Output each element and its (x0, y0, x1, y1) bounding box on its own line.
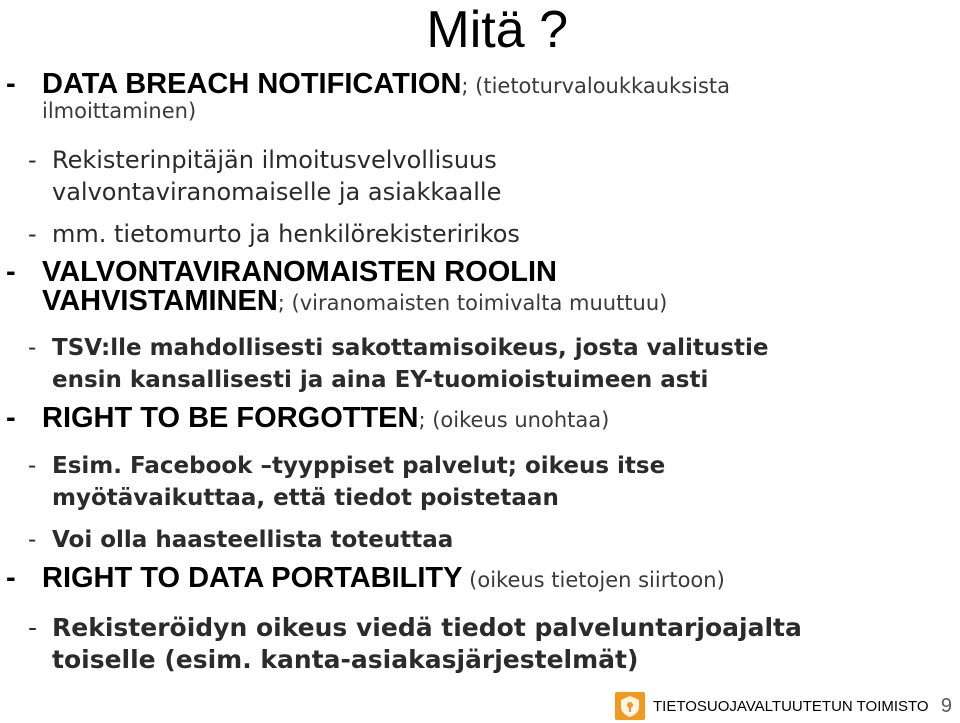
bullet-dash: - (6, 402, 16, 434)
page-number: 9 (940, 695, 952, 717)
bullet-dash: - (6, 68, 16, 100)
section-heading: VALVONTAVIRANOMAISTEN ROOLIN (42, 256, 558, 288)
section-heading: RIGHT TO BE FORGOTTEN (42, 402, 419, 434)
section-note-continued: ilmoittaminen) (42, 99, 197, 123)
organization-name: TIETOSUOJAVALTUUTETUN TOIMISTO (653, 698, 929, 715)
section-note: ; (tietoturvaloukkauksista (461, 74, 730, 98)
section-note: (oikeus tietojen siirtoon) (462, 568, 725, 592)
section-heading: RIGHT TO DATA PORTABILITY (42, 562, 463, 594)
section-note: ; (oikeus unohtaa) (418, 408, 610, 432)
slide-title: Mitä ? (426, 1, 568, 59)
section-heading: DATA BREACH NOTIFICATION (42, 68, 462, 100)
section-note: ; (viranomaisten toimivalta muuttuu) (277, 291, 668, 315)
list-item-continued: valvontaviranomaiselle ja asiakkaalle (52, 178, 502, 206)
list-item-continued: myötävaikuttaa, että tiedot poistetaan (52, 485, 559, 511)
bullet-dash: - (6, 562, 16, 594)
section-heading-continued: VAHVISTAMINEN; (viranomaisten toimivalta muuttuu) (42, 285, 668, 317)
list-item-continued: toiselle (esim. kanta-asiakasjärjestelmät) (52, 645, 639, 674)
list-item-continued: ensin kansallisesti ja aina EY-tuomioistuimeen asti (52, 367, 709, 393)
bullet-dash: - (6, 256, 16, 288)
slide: Mitä ? - DATA BREACH NOTIFICATION; (tietoturvaloukkauksista ilmoittaminen) - Rekisterinpitäjän ilmoitusvelvollisuus valvontaviranomaiselle ja asiakkaalle - mm. tietomurto ja henkilörekisteririkos - VALVONTAVIRANOMAISTEN ROOLIN VAHVISTAMINEN; (viranomaisten toimivalta muuttuu) - TSV:lle mahdollisesti sakottamisoikeus, josta valitustie ensin kansallisesti ja aina EY-tuomioistuimeen asti - RIGHT TO BE FORGOTTEN; (oikeus unohtaa) - Esim. Facebook –tyyppiset palvelut; oikeus itse myötävaikuttaa, että tiedot poistetaan - Voi olla haasteellista toteuttaa - RIGHT TO DATA PORTABILITY (oikeus tietojen siirtoon) - Rekisteröidyn oikeus viedä tiedot palveluntarjoajalta toiselle (esim. kanta-asiakasjärjestelmät) TIETOSUOJAVALTUUTETUN TOIMISTO 9 (0, 0, 960, 723)
logo-icon (615, 692, 645, 720)
